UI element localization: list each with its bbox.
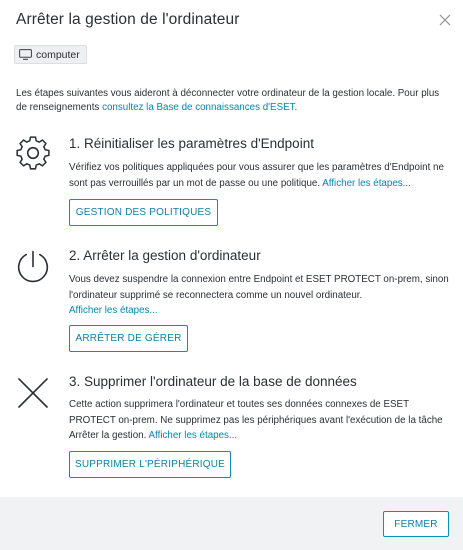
step-2-show-steps-link[interactable]: Afficher les étapes... [69, 305, 158, 316]
step-2-text: Vous devez suspendre la connexion entre Endpoint et ESET PROTECT on-prem, sinon l'ordinateur supprimé se reconnectera comme un nouvel ordinateur. [69, 274, 449, 301]
step-2-title: 2. Arrêter la gestion d'ordinateur [69, 248, 261, 263]
intro-text [16, 87, 448, 115]
monitor-icon [19, 49, 32, 60]
device-name: computer [36, 48, 80, 61]
stop-managing-button[interactable]: ARRÊTER DE GÉRER [69, 325, 188, 352]
gear-icon [14, 134, 52, 172]
policy-management-button[interactable]: GESTION DES POLITIQUES [69, 199, 218, 226]
device-chip [14, 45, 87, 64]
step-3-text: Cette action supprimera l'ordinateur et toutes ses données connexes de ESET PROTECT on-prem. Ne supprimez pas les périphériques avant l'exécution de la tâche Arrêter la gestion. [69, 399, 443, 441]
knowledge-base-link[interactable]: consultez la Base de connaissances d'ESET [102, 102, 295, 113]
dialog-title: Arrêter la gestion de l'ordinateur [16, 11, 240, 28]
dialog-footer [0, 497, 463, 550]
close-icon[interactable] [437, 12, 453, 28]
delete-device-button[interactable]: SUPPRIMER L'PÉRIPHÉRIQUE [69, 451, 231, 478]
step-1-title: 1. Réinitialiser les paramètres d'Endpoint [69, 136, 314, 151]
step-3-title: 3. Supprimer l'ordinateur de la base de données [69, 374, 357, 389]
delete-x-icon [14, 374, 52, 412]
step-2-description [69, 272, 451, 319]
step-1-text: Vérifiez vos politiques appliquées pour vous assurer que les paramètres d'Endpoint ne sont pas verrouillés par un mot de passe ou une politique. [69, 162, 444, 189]
intro-body: Les étapes suivantes vous aideront à déconnecter votre ordinateur de la gestion locale. Pour plus de renseignements [16, 88, 440, 113]
power-icon [14, 248, 52, 286]
step-3-show-steps-link[interactable]: Afficher les étapes... [148, 430, 238, 441]
close-button[interactable]: FERMER [383, 511, 449, 537]
intro-suffix: . [294, 102, 298, 113]
step-3-description [69, 397, 451, 444]
step-1-description [69, 160, 451, 191]
step-1-show-steps-link[interactable]: Afficher les étapes... [322, 177, 411, 189]
